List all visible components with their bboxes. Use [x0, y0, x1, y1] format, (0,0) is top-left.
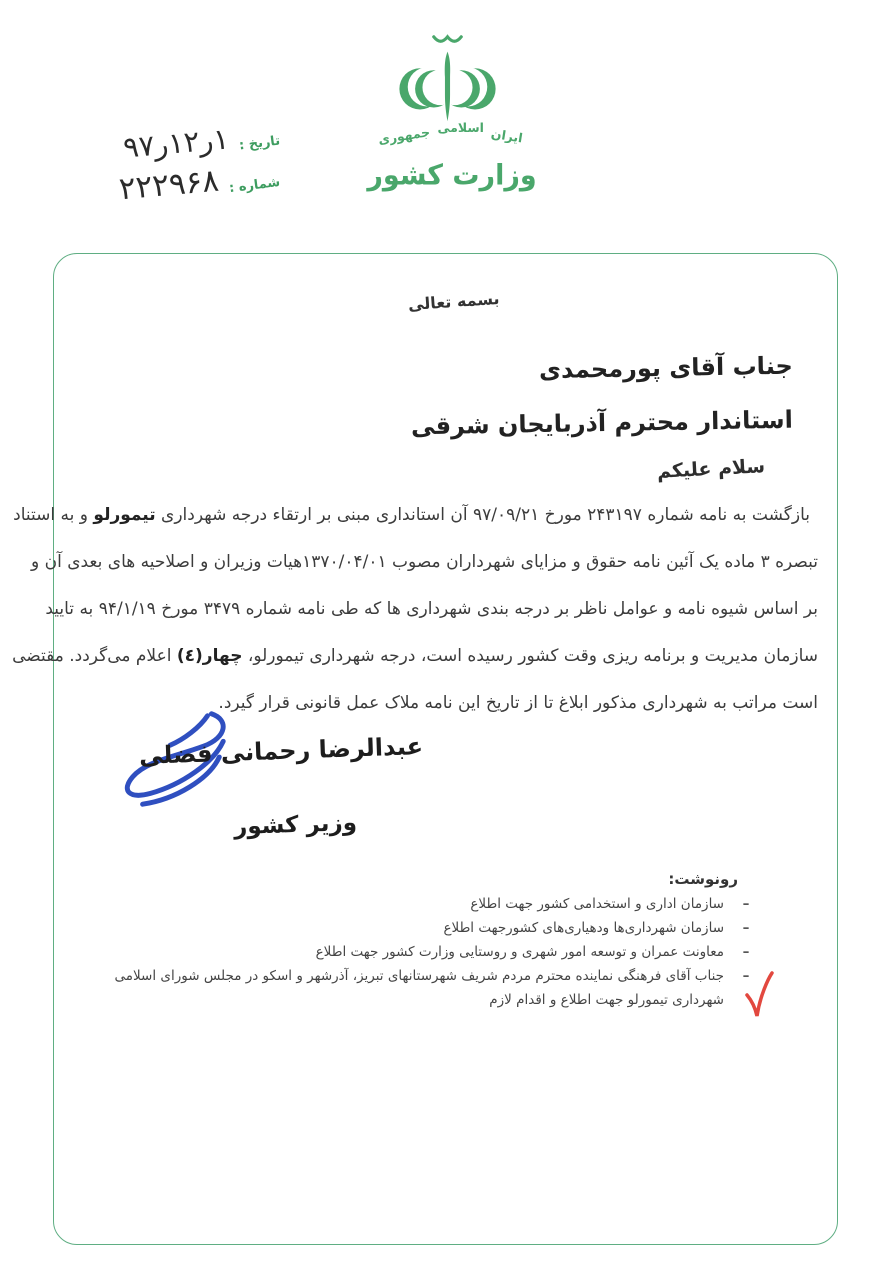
republic-word: اسلامی: [437, 120, 484, 135]
body-line-1-text: بازگشت به نامه شماره ۲۴۳۱۹۷ مورخ ۹۷/۰۹/۲۱ آن استانداری مبنی بر ارتقاء درجه شهرداری: [155, 505, 810, 525]
recipient-name: جناب آقای پورمحمدی: [538, 351, 794, 385]
besmeleh: بسمه تعالی: [407, 288, 501, 315]
cc-item-text: شهرداری تیمورلو جهت اطلاع و اقدام لازم: [489, 992, 724, 1008]
dash-icon: –: [742, 896, 750, 912]
dash-icon: –: [742, 920, 750, 936]
ministry-title: وزارت کشور: [367, 159, 537, 192]
body-line-4-tail: اعلام می‌گردد. مقتضی: [12, 646, 177, 666]
cc-item: [64, 964, 754, 988]
cc-item-text: معاونت عمران و توسعه امور شهری و روستایی وزارت کشور جهت اطلاع: [315, 944, 724, 960]
republic-word: جمهوری: [377, 124, 432, 148]
body-line-1: [13, 492, 818, 539]
cc-item: [64, 916, 754, 940]
dash-icon: –: [742, 968, 750, 984]
republic-word: ایران: [489, 125, 524, 146]
cc-item-text: جناب آقای فرهنگی نماینده محترم مردم شریف شهرستانهای تبریز، آذرشهر و اسکو در مجلس شورای اسلامی: [114, 968, 724, 984]
emblem-tashdid: [434, 37, 461, 41]
body-line-2: تبصره ۳ ماده یک آئین نامه حقوق و مزایای شهرداران مصوب ۱۳۷۰/۰۴/۰۱هیات وزیران و اصلاحیه های بعدی آن و: [30, 552, 818, 572]
cc-block: [64, 870, 754, 1012]
cc-item-checked: [64, 988, 754, 1012]
republic-of-iran-text: [368, 120, 533, 160]
grade-four-bold: چهار(٤): [176, 646, 243, 666]
signer-name: عبدالرضا رحمانی فضلی: [138, 732, 424, 770]
body-line-3: بر اساس شیوه نامه و عوامل ناظر بر درجه بندی شهرداری ها که طی نامه شماره ۳۴۷۹ مورخ ۹۴/۱/۱۹ به تایید: [45, 599, 818, 619]
dash-icon: –: [742, 944, 750, 960]
body-line-4: [12, 633, 818, 680]
cc-item-text: سازمان اداری و استخدامی کشور جهت اطلاع: [470, 896, 724, 912]
number-value: ۲۲۲۹۶۸: [117, 162, 221, 208]
date-value: ۱ر۱۲ر۹۷: [121, 121, 231, 165]
date-number-block: [40, 112, 280, 217]
cc-item: [64, 892, 754, 916]
cc-item-text: سازمان شهرداری‌ها ودهیاری‌های کشورجهت اطلاع: [443, 920, 724, 936]
recipient-block: [411, 342, 793, 450]
date-label: تاریخ :: [238, 133, 281, 153]
body-line-4-text: سازمان مدیریت و برنامه ریزی وقت کشور رسیده است، درجه شهرداری تیمورلو،: [242, 646, 818, 666]
body-line-1-tail: و به استناد: [13, 505, 94, 525]
letter-body: [12, 492, 818, 727]
recipient-title: استاندار محترم آذربایجان شرقی: [410, 405, 794, 441]
red-checkmark-icon: [742, 970, 774, 1020]
emblem-sword: [445, 52, 450, 122]
municipality-name-bold: تیمورلو: [93, 505, 156, 525]
salutation: سلام علیکم: [656, 455, 766, 483]
body-line-5: است مراتب به شهرداری مذکور ابلاغ تا از تاریخ این نامه ملاک عمل قانونی قرار گیرد.: [218, 693, 818, 713]
cc-item: [64, 940, 754, 964]
cc-heading: رونوشت:: [668, 870, 738, 888]
number-label: شماره :: [228, 174, 281, 196]
signer-title: وزیر کشور: [233, 809, 358, 841]
